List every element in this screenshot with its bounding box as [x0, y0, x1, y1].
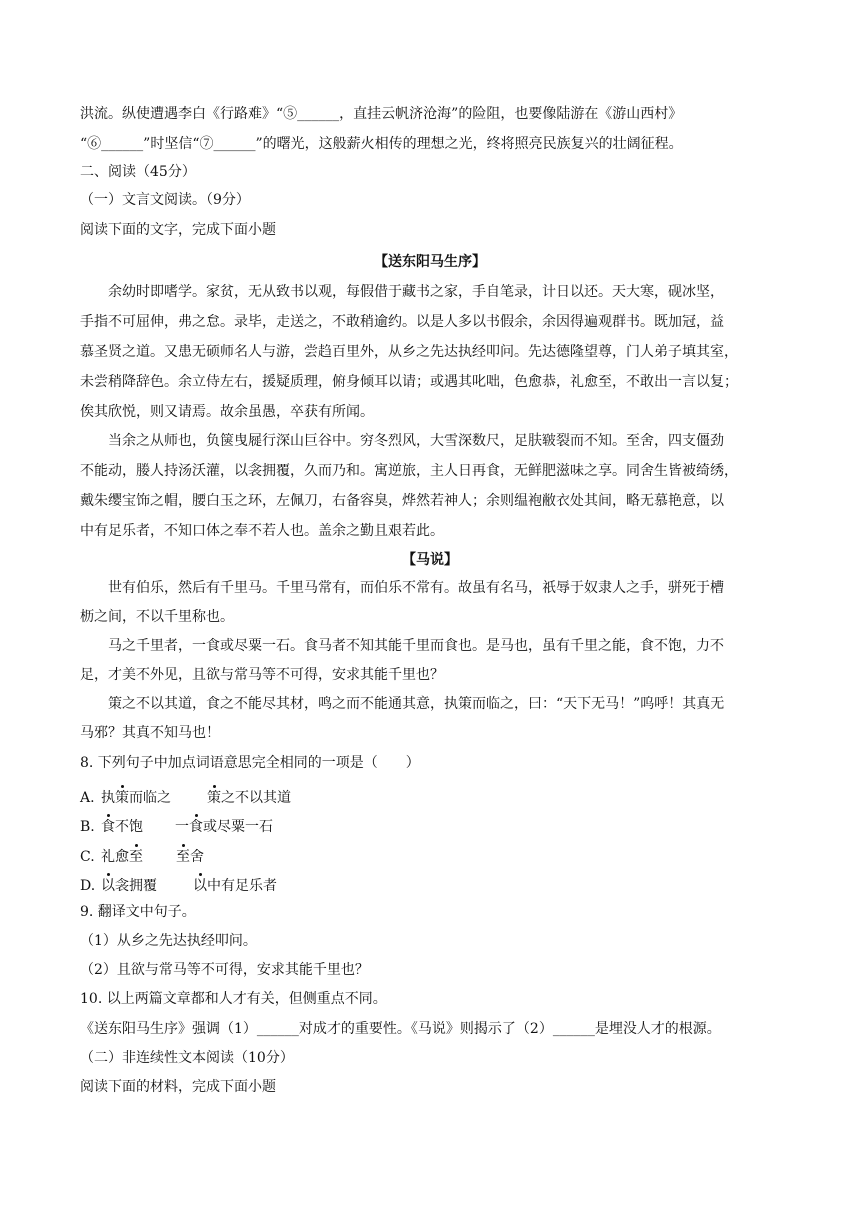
option-c-label: C. [80, 849, 95, 865]
passage-line: 枥之间，不以千里称也。 [80, 609, 234, 625]
option-b-label: B. [80, 819, 95, 835]
passage-line: 余幼时即嗜学。家贫，无从致书以观，每假借于藏书之家，手自笔录，计日以还。天大寒，砚冰坚， [108, 284, 724, 300]
option-a-right: 策之不以其道 [207, 790, 291, 806]
option-d-label: D. [80, 878, 96, 894]
passage-line: 戴朱缨宝饰之帽，腰白玉之环，左佩刀，右备容臭，烨然若神人；余则缊袍敝衣处其间，略无慕艳意，以 [80, 493, 724, 509]
passage-line: 马邪？其真不知马也！ [80, 725, 220, 741]
passage-line: 未尝稍降辞色。余立侍左右，援疑质理，俯身倾耳以请；或遇其叱咄，色愈恭，礼愈至，不敢出一言以复； [80, 374, 738, 390]
question-9-1: （1）从乡之先达执经叩问。 [80, 933, 257, 949]
option-c-left: 礼愈至 [101, 849, 143, 865]
option-b-right: 一食或尽粟一石 [175, 819, 273, 835]
passage-title: 【马说】 [402, 552, 458, 568]
instruction: 阅读下面的材料，完成下面小题 [80, 1079, 276, 1095]
option-a-label: A. [80, 790, 95, 806]
passage-line: 中有足乐者，不知口体之奉不若人也。盖余之勤且艰若此。 [80, 523, 444, 539]
option-d-left: 以衾拥覆 [101, 878, 157, 894]
emphasis-word: 策 [115, 790, 129, 806]
passage-line: 策之不以其道，食之不能尽其材，鸣之而不能通其意，执策而临之，曰：“天下无马！”呜呼！其真无 [108, 696, 725, 712]
emphasis-word: 至 [176, 849, 190, 865]
text-line: 洪流。纵使遭遇李白《行路难》“⑤______，直挂云帆济沧海”的险阻，也要像陆游在《游山西村》 [80, 106, 683, 122]
passage-line: 当余之从师也，负箧曳屣行深山巨谷中。穷冬烈风，大雪深数尺，足肤皲裂而不知。至舍，四支僵劲 [108, 433, 724, 449]
question-10-1: 《送东阳马生序》强调（1）______对成才的重要性。《马说》则揭示了（2）______是埋没人才的根源。 [80, 1021, 721, 1037]
option-c-right: 至舍 [176, 849, 204, 865]
question-10: 10. 以上两篇文章都和人才有关，但侧重点不同。 [80, 991, 387, 1007]
subsection-heading: （二）非连续性文本阅读（10分） [80, 1050, 294, 1066]
emphasis-word: 食 [101, 819, 115, 835]
question-8: 8. 下列句子中加点词语意思完全相同的一项是（ ） [80, 755, 420, 771]
passage-title: 【送东阳马生序】 [374, 254, 486, 270]
emphasis-word: 以 [101, 878, 115, 894]
question-9: 9. 翻译文中句子。 [80, 904, 196, 920]
option-d-right: 以中有足乐者 [193, 878, 277, 894]
option-b-left: 食不饱 [101, 819, 143, 835]
text-line: “⑥______”时坚信“⑦______”的曙光，这般薪火相传的理想之光，终将照亮民族复兴的壮阔征程。 [80, 136, 683, 152]
option-a-left: 执策而临之 [101, 790, 171, 806]
passage-line: 不能动，媵人持汤沃灌，以衾拥覆，久而乃和。寓逆旅，主人日再食，无鲜肥滋味之享。同舍生皆被绮绣， [80, 463, 738, 479]
question-9-2: （2）且欲与常马等不可得，安求其能千里也？ [80, 962, 369, 978]
emphasis-word: 策 [207, 790, 221, 806]
emphasis-word: 食 [189, 819, 203, 835]
section-heading: 二、阅读（45分） [80, 164, 196, 180]
subsection-heading: （一）文言文阅读。（9分） [80, 192, 250, 208]
instruction: 阅读下面的文字，完成下面小题 [80, 222, 276, 238]
passage-line: 手指不可屈伸，弗之怠。录毕，走送之，不敢稍逾约。以是人多以书假余，余因得遍观群书。既加冠，益 [80, 314, 724, 330]
passage-line: 马之千里者，一食或尽粟一石。食马者不知其能千里而食也。是马也，虽有千里之能，食不饱，力不 [108, 638, 724, 654]
passage-line: 世有伯乐，然后有千里马。千里马常有，而伯乐不常有。故虽有名马，祇辱于奴隶人之手，骈死于槽 [108, 580, 724, 596]
emphasis-word: 以 [193, 878, 207, 894]
passage-line: 俟其欣悦，则又请焉。故余虽愚，卒获有所闻。 [80, 404, 374, 420]
emphasis-word: 至 [129, 849, 143, 865]
passage-line: 慕圣贤之道。又患无硕师名人与游，尝趋百里外，从乡之先达执经叩问。先达德隆望尊，门人弟子填其室， [80, 344, 738, 360]
passage-line: 足，才美不外见，且欲与常马等不可得，安求其能千里也？ [80, 667, 444, 683]
